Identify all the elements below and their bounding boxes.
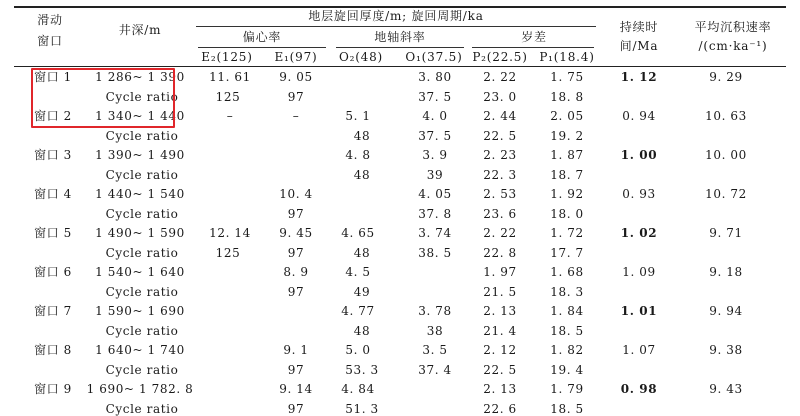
- rate-value: 9. 38: [709, 343, 743, 357]
- header-window-line2: 窗口: [37, 34, 63, 48]
- cycle-thickness-o2: 5. 1: [345, 109, 371, 123]
- cycle-thickness-e1: 9. 1: [283, 343, 309, 357]
- cycle-thickness-e1: 9. 05: [279, 70, 313, 84]
- cycle-ratio-o1: 39: [426, 167, 444, 182]
- cycle-ratio-o1: 37. 5: [418, 128, 452, 143]
- cycle-thickness-e1: 9. 14: [279, 382, 313, 396]
- cycle-ratio-e1: 97: [287, 362, 305, 377]
- cycle-ratio-o1: 37. 5: [418, 89, 452, 104]
- header-group-title: 地层旋回厚度/m; 旋回周期/ka: [308, 9, 484, 23]
- depth-range: 1 540~ 1 640: [95, 265, 185, 279]
- header-col-p1: P₁(18.4): [539, 50, 595, 64]
- cycle-ratio-o2: 48: [353, 128, 371, 143]
- rate-value: 9. 29: [709, 70, 743, 84]
- cycle-thickness-p2: 2. 13: [483, 382, 517, 396]
- cycle-ratio-p2: 22. 6: [483, 401, 517, 416]
- depth-range: 1 340~ 1 440: [95, 109, 185, 123]
- header-subgroup-precession: 岁差: [521, 30, 547, 44]
- rate-value: 9. 71: [709, 226, 743, 240]
- header-col-p2: P₂(22.5): [472, 50, 528, 64]
- depth-range: 1 640~ 1 740: [95, 343, 185, 357]
- cycle-thickness-e1: –: [292, 109, 300, 123]
- header-duration-line1: 持续时: [619, 20, 659, 34]
- cycle-ratio-p1: 18. 5: [550, 323, 584, 338]
- cycle-ratio-label: Cycle ratio: [105, 362, 179, 377]
- cycle-ratio-p2: 22. 5: [483, 128, 517, 143]
- window-label: 窗口 8: [34, 343, 72, 357]
- depth-range: 1 390~ 1 490: [95, 148, 185, 162]
- cycle-thickness-o2: 4. 77: [341, 304, 375, 318]
- header-subgroup-eccentricity: 偏心率: [242, 30, 282, 44]
- cycle-ratio-label: Cycle ratio: [105, 284, 179, 299]
- header-window-line1: 滑动: [37, 13, 63, 27]
- subgroup-underline-obliquity: [336, 47, 464, 48]
- cycle-ratio-e1: 97: [287, 284, 305, 299]
- cycle-ratio-p2: 23. 6: [483, 206, 517, 221]
- cycle-ratio-e1: 97: [287, 206, 305, 221]
- depth-range: 1 590~ 1 690: [95, 304, 185, 318]
- cycle-ratio-p2: 21. 4: [483, 323, 517, 338]
- subgroup-underline-eccentricity: [198, 47, 326, 48]
- subgroup-underline-precession: [472, 47, 594, 48]
- cycle-ratio-o2: 48: [353, 323, 371, 338]
- cycle-ratio-p2: 22. 8: [483, 245, 517, 260]
- cycle-thickness-p1: 1. 82: [550, 343, 584, 357]
- cycle-ratio-o2: 53. 3: [345, 362, 379, 377]
- cycle-thickness-p2: 2. 23: [483, 148, 517, 162]
- cycle-ratio-o2: 48: [353, 167, 371, 182]
- cycle-thickness-e2: 11. 61: [209, 70, 251, 84]
- cycle-thickness-e2: –: [226, 109, 234, 123]
- cycle-thickness-p1: 1. 79: [550, 382, 584, 396]
- cycle-ratio-label: Cycle ratio: [105, 206, 179, 221]
- duration-value: 0. 93: [622, 187, 656, 201]
- cycle-thickness-p2: 2. 22: [483, 226, 517, 240]
- cycle-ratio-e1: 97: [287, 245, 305, 260]
- cycle-ratio-p1: 19. 4: [550, 362, 584, 377]
- duration-value: 1. 01: [620, 304, 658, 318]
- cycle-thickness-o1: 3. 74: [418, 226, 452, 240]
- cycle-ratio-e1: 97: [287, 401, 305, 416]
- cycle-ratio-p1: 18. 3: [550, 284, 584, 299]
- cycle-ratio-o2: 51. 3: [345, 401, 379, 416]
- cycle-thickness-o2: 4. 65: [341, 226, 375, 240]
- cycle-thickness-e1: 8. 9: [283, 265, 309, 279]
- depth-range: 1 440~ 1 540: [95, 187, 185, 201]
- duration-value: 1. 07: [622, 343, 656, 357]
- cycle-ratio-label: Cycle ratio: [105, 128, 179, 143]
- cycle-ratio-p1: 18. 8: [550, 89, 584, 104]
- highlight-box: [31, 68, 175, 128]
- cycle-ratio-p1: 18. 0: [550, 206, 584, 221]
- header-col-o2: O₂(48): [338, 50, 384, 64]
- cycle-thickness-e1: 9. 45: [279, 226, 313, 240]
- header-bottom-rule: [14, 66, 786, 67]
- window-label: 窗口 6: [34, 265, 72, 279]
- cycle-thickness-o2: 5. 0: [345, 343, 371, 357]
- window-label: 窗口 4: [34, 187, 72, 201]
- duration-value: 0. 94: [622, 109, 656, 123]
- rate-value: 9. 18: [709, 265, 743, 279]
- cycle-thickness-e2: 12. 14: [209, 226, 251, 240]
- header-depth: 井深/m: [118, 23, 162, 37]
- cycle-thickness-p2: 2. 22: [483, 70, 517, 84]
- cycle-thickness-o1: 4. 0: [422, 109, 448, 123]
- group-underline: [196, 26, 596, 27]
- cycle-ratio-p2: 22. 3: [483, 167, 517, 182]
- window-label: 窗口 7: [34, 304, 72, 318]
- cycle-ratio-label: Cycle ratio: [105, 89, 179, 104]
- cycle-ratio-p2: 23. 0: [483, 89, 517, 104]
- depth-range: 1 286~ 1 390: [95, 70, 185, 84]
- cycle-ratio-e2: 125: [215, 245, 241, 260]
- window-label: 窗口 5: [34, 226, 72, 240]
- cycle-ratio-label: Cycle ratio: [105, 167, 179, 182]
- cycle-ratio-o1: 37. 8: [418, 206, 452, 221]
- cycle-thickness-o2: 4. 5: [345, 265, 371, 279]
- header-col-e2: E₂(125): [201, 50, 253, 64]
- header-rate-line1: 平均沉积速率: [694, 20, 772, 34]
- cycle-thickness-p1: 1. 72: [550, 226, 584, 240]
- cycle-thickness-p2: 2. 44: [483, 109, 517, 123]
- duration-value: 1. 02: [620, 226, 658, 240]
- rate-value: 10. 00: [705, 148, 747, 162]
- rate-value: 9. 94: [709, 304, 743, 318]
- cycle-thickness-e1: 10. 4: [279, 187, 313, 201]
- cycle-thickness-p1: 1. 75: [550, 70, 584, 84]
- cycle-ratio-label: Cycle ratio: [105, 245, 179, 260]
- rate-value: 9. 43: [709, 382, 743, 396]
- cycle-thickness-p1: 1. 87: [550, 148, 584, 162]
- header-subgroup-obliquity: 地轴斜率: [374, 30, 426, 44]
- header-rate-line2: /(cm·ka⁻¹): [698, 39, 768, 53]
- header-col-o1: O₁(37.5): [405, 50, 463, 64]
- depth-range: 1 490~ 1 590: [95, 226, 185, 240]
- duration-value: 1. 09: [622, 265, 656, 279]
- cycle-ratio-o1: 37. 4: [418, 362, 452, 377]
- cycle-thickness-p1: 1. 92: [550, 187, 584, 201]
- depth-range: 1 690~ 1 782. 8: [86, 382, 194, 396]
- cycle-ratio-o1: 38. 5: [418, 245, 452, 260]
- cycle-thickness-p2: 2. 13: [483, 304, 517, 318]
- cycle-thickness-o1: 3. 5: [422, 343, 448, 357]
- table-top-rule: [14, 6, 786, 8]
- cycle-ratio-p1: 18. 5: [550, 401, 584, 416]
- cycle-ratio-o1: 38: [426, 323, 444, 338]
- rate-value: 10. 72: [705, 187, 747, 201]
- duration-value: 1. 12: [620, 70, 658, 84]
- cycle-thickness-o1: 3. 80: [418, 70, 452, 84]
- duration-value: 0. 98: [620, 382, 658, 396]
- cycle-thickness-p1: 1. 68: [550, 265, 584, 279]
- cycle-thickness-p2: 1. 97: [483, 265, 517, 279]
- window-label: 窗口 2: [34, 109, 72, 123]
- cycle-thickness-o1: 3. 9: [422, 148, 448, 162]
- window-label: 窗口 1: [34, 70, 72, 84]
- cycle-thickness-p2: 2. 12: [483, 343, 517, 357]
- cycle-thickness-p1: 2. 05: [550, 109, 584, 123]
- cycle-thickness-o2: 4. 84: [341, 382, 375, 396]
- cycle-ratio-e2: 125: [215, 89, 241, 104]
- cycle-ratio-label: Cycle ratio: [105, 323, 179, 338]
- cycle-thickness-o1: 3. 78: [418, 304, 452, 318]
- cycle-ratio-o2: 49: [353, 284, 371, 299]
- header-col-e1: E₁(97): [274, 50, 318, 64]
- cycle-thickness-p2: 2. 53: [483, 187, 517, 201]
- cycle-thickness-o2: 4. 8: [345, 148, 371, 162]
- cycle-ratio-p2: 21. 5: [483, 284, 517, 299]
- duration-value: 1. 00: [620, 148, 658, 162]
- window-label: 窗口 3: [34, 148, 72, 162]
- header-duration-line2: 间/Ma: [619, 39, 659, 53]
- cycle-ratio-p1: 18. 7: [550, 167, 584, 182]
- window-label: 窗口 9: [34, 382, 72, 396]
- cycle-ratio-e1: 97: [287, 89, 305, 104]
- cycle-ratio-p2: 22. 5: [483, 362, 517, 377]
- cycle-thickness-o1: 4. 05: [418, 187, 452, 201]
- cycle-ratio-p1: 17. 7: [550, 245, 584, 260]
- cycle-thickness-p1: 1. 84: [550, 304, 584, 318]
- cycle-ratio-p1: 19. 2: [550, 128, 584, 143]
- rate-value: 10. 63: [705, 109, 747, 123]
- cycle-ratio-label: Cycle ratio: [105, 401, 179, 416]
- cycle-ratio-o2: 48: [353, 245, 371, 260]
